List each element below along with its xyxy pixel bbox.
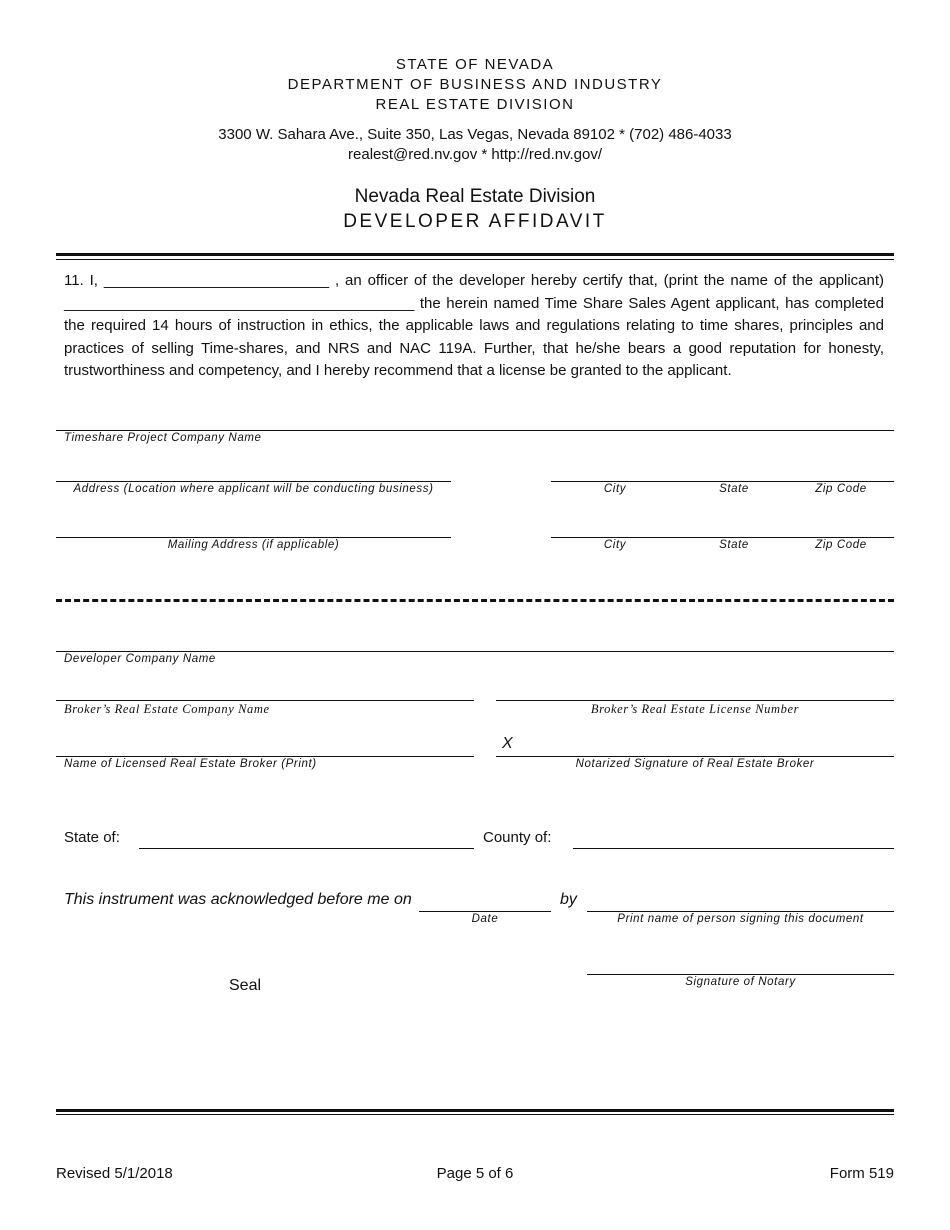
agency-address: 3300 W. Sahara Ave., Suite 350, Las Vegas, Nevada 89102 * (702) 486-4033: [218, 126, 732, 143]
agency-department: DEPARTMENT OF BUSINESS AND INDUSTRY: [287, 76, 663, 93]
mailing-line: [56, 537, 451, 538]
mailing-city-label: City: [603, 539, 627, 551]
header-divider-thin: [56, 259, 894, 260]
developer-company-label: Developer Company Name: [64, 653, 216, 665]
seal-label: Seal: [229, 977, 262, 994]
state-of-line: [139, 848, 474, 849]
timeshare-company-label: Timeshare Project Company Name: [64, 432, 262, 444]
certification-paragraph: 11. I, ___________________________ , an officer of the developer hereby certify that, (print the name of the applicant) __________________________________________ the herein named Time Share Sales Agent applicant, has completed the required 14 hours of instruction in ethics, the applicable laws and regulations relating to time shares, principles and practices of selling Time-shares, and NRS and NAC 119A. Further, that he/she bears a good reputation for honesty, trustworthiness and competency, and I hereby recommend that a license be granted to the applicant.: [64, 272, 884, 379]
address-line: [56, 481, 451, 482]
by-text: by: [560, 891, 577, 908]
footer-divider-thin: [56, 1114, 894, 1115]
mailing-label: Mailing Address (if applicable): [167, 539, 340, 551]
broker-license-label: Broker’s Real Estate License Number: [590, 702, 800, 716]
print-name-label: Print name of person signing this document: [617, 913, 864, 925]
county-of-line: [573, 848, 894, 849]
address-city-line: [551, 481, 894, 482]
mailing-state-label: State: [719, 539, 749, 551]
print-name-line: [587, 911, 894, 912]
county-of-label: County of:: [483, 829, 552, 846]
state-of-label: State of:: [64, 829, 120, 846]
broker-signature-line: [496, 756, 894, 757]
broker-name-label: Name of Licensed Real Estate Broker (Print): [64, 758, 317, 770]
mailing-city-line: [551, 537, 894, 538]
notary-signature-line: [587, 974, 894, 975]
footer-divider-thick: [56, 1109, 894, 1112]
address-zip-label: Zip Code: [815, 483, 867, 495]
page-number: Page 5 of 6: [436, 1165, 514, 1182]
broker-signature-label: Notarized Signature of Real Estate Broker: [575, 758, 815, 770]
broker-name-line: [56, 756, 474, 757]
agency-state: STATE OF NEVADA: [395, 56, 555, 73]
developer-company-line: [56, 651, 894, 652]
address-city-label: City: [603, 483, 627, 495]
mailing-zip-label: Zip Code: [815, 539, 867, 551]
revised-date: Revised 5/1/2018: [56, 1165, 173, 1182]
date-line: [419, 911, 551, 912]
header-divider-thick: [56, 253, 894, 256]
broker-company-line: [56, 700, 474, 701]
agency-division: REAL ESTATE DIVISION: [375, 96, 575, 113]
acknowledgment-text: This instrument was acknowledged before me on: [64, 891, 412, 908]
agency-contact: realest@red.nv.gov * http://red.nv.gov/: [348, 146, 602, 163]
signature-x-mark: X: [502, 735, 513, 752]
address-state-label: State: [719, 483, 749, 495]
address-label: Address (Location where applicant will be conducting business): [73, 483, 434, 495]
timeshare-company-line: [56, 430, 894, 431]
form-title: DEVELOPER AFFIDAVIT: [343, 211, 607, 232]
form-number: Form 519: [829, 1165, 894, 1182]
form-division-title: Nevada Real Estate Division: [354, 186, 596, 207]
notary-signature-label: Signature of Notary: [685, 976, 796, 988]
date-label: Date: [471, 913, 499, 925]
section-divider-dashed: [56, 599, 894, 602]
broker-company-label: Broker’s Real Estate Company Name: [64, 702, 270, 716]
broker-license-line: [496, 700, 894, 701]
